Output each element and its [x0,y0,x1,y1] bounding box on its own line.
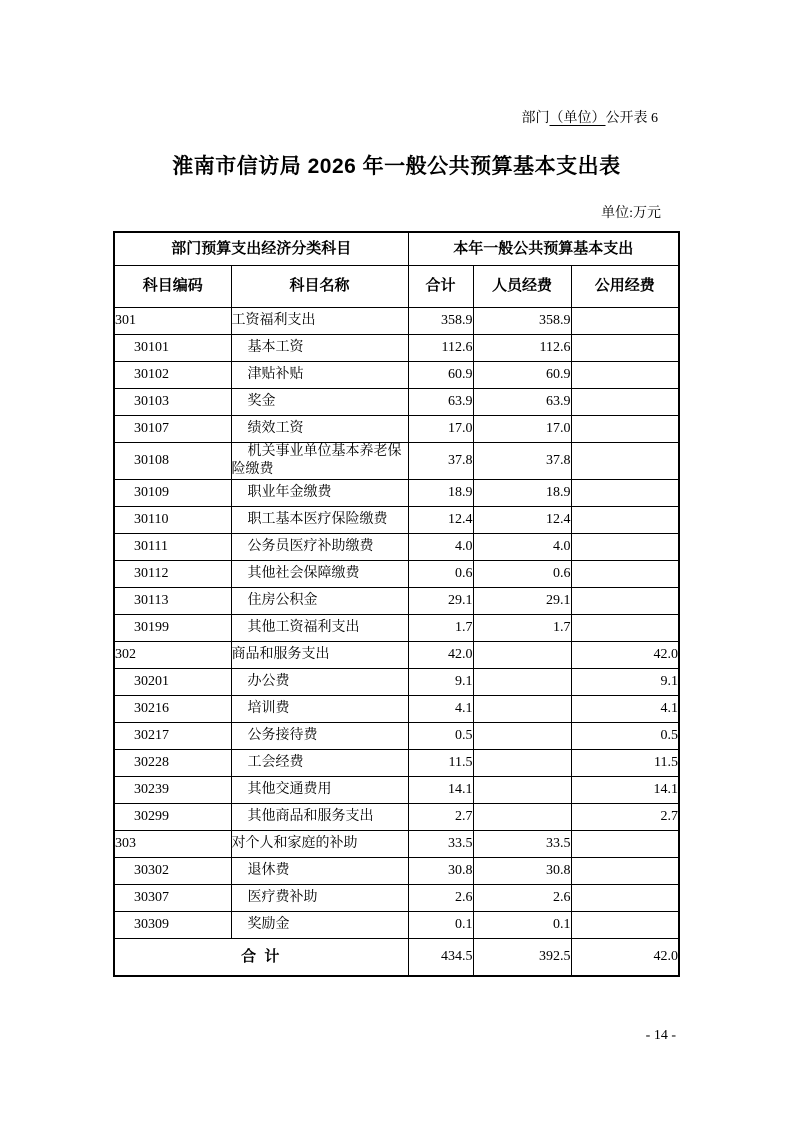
page-title: 淮南市信访局 2026 年一般公共预算基本支出表 [172,155,621,178]
total-cell: 17.0 [408,415,473,442]
public-cell [571,442,679,479]
total-row-public: 42.0 [571,938,679,976]
public-cell: 9.1 [571,668,679,695]
personnel-cell [473,641,571,668]
subject-code-cell: 303 [114,830,231,857]
total-row-label: 合 计 [114,938,408,976]
total-cell: 12.4 [408,506,473,533]
subject-code-cell: 30110 [114,506,231,533]
header-note-underlined: （单位） [549,111,606,126]
public-cell [571,830,679,857]
total-cell: 112.6 [408,334,473,361]
public-cell [571,614,679,641]
subject-code-cell: 30239 [114,776,231,803]
personnel-cell: 17.0 [473,415,571,442]
public-cell [571,479,679,506]
public-cell: 4.1 [571,695,679,722]
table-row [114,415,679,442]
personnel-cell: 37.8 [473,442,571,479]
total-row-total: 434.5 [408,938,473,976]
subject-name-cell: 津贴补贴 [231,361,408,388]
subject-code-cell: 30103 [114,388,231,415]
table-row [114,442,679,479]
public-cell [571,388,679,415]
subject-code-cell: 30199 [114,614,231,641]
group-header-current-year: 本年一般公共预算基本支出 [408,232,679,265]
total-cell: 30.8 [408,857,473,884]
table-total-row [114,938,679,976]
public-cell [571,533,679,560]
header-note-prefix: 部门 [521,111,550,126]
total-cell: 29.1 [408,587,473,614]
total-cell: 4.1 [408,695,473,722]
table-row [114,641,679,668]
subject-code-cell: 30302 [114,857,231,884]
personnel-cell: 0.6 [473,560,571,587]
personnel-cell [473,776,571,803]
subject-name-cell: 其他工资福利支出 [231,614,408,641]
total-cell: 37.8 [408,442,473,479]
public-cell: 14.1 [571,776,679,803]
subject-name-cell: 基本工资 [231,334,408,361]
table-row [114,749,679,776]
table-row [114,334,679,361]
table-row [114,479,679,506]
table-row [114,884,679,911]
total-cell: 33.5 [408,830,473,857]
subject-code-cell: 30307 [114,884,231,911]
header-note [113,107,658,127]
table-row [114,560,679,587]
public-cell [571,361,679,388]
subject-code-cell: 30228 [114,749,231,776]
table-row [114,307,679,334]
subject-name-cell: 职业年金缴费 [231,479,408,506]
table-row [114,533,679,560]
total-cell: 60.9 [408,361,473,388]
subject-code-cell: 30102 [114,361,231,388]
personnel-cell [473,722,571,749]
personnel-cell: 30.8 [473,857,571,884]
subject-name-cell: 培训费 [231,695,408,722]
subject-name-cell: 公务员医疗补助缴费 [231,533,408,560]
table-row [114,830,679,857]
subject-code-cell: 30111 [114,533,231,560]
table-row [114,587,679,614]
public-cell: 42.0 [571,641,679,668]
col-header-public: 公用经费 [571,265,679,307]
total-cell: 63.9 [408,388,473,415]
subject-name-cell: 办公费 [231,668,408,695]
group-header-classification: 部门预算支出经济分类科目 [114,232,408,265]
page-number: - 14 - [645,1028,676,1043]
subject-code-cell: 30113 [114,587,231,614]
personnel-cell: 60.9 [473,361,571,388]
budget-table [113,231,680,977]
personnel-cell [473,803,571,830]
col-header-total: 合计 [408,265,473,307]
personnel-cell: 1.7 [473,614,571,641]
personnel-cell [473,668,571,695]
public-cell: 0.5 [571,722,679,749]
subject-name-cell: 住房公积金 [231,587,408,614]
table-row [114,506,679,533]
subject-code-cell: 302 [114,641,231,668]
personnel-cell: 12.4 [473,506,571,533]
subject-name-cell: 奖金 [231,388,408,415]
subject-name-cell: 对个人和家庭的补助 [231,830,408,857]
subject-name-cell: 工资福利支出 [231,307,408,334]
subject-code-cell: 30299 [114,803,231,830]
subject-code-cell: 30101 [114,334,231,361]
public-cell [571,415,679,442]
total-cell: 358.9 [408,307,473,334]
personnel-cell: 112.6 [473,334,571,361]
subject-name-cell: 奖励金 [231,911,408,938]
header-note-suffix: 公开表 6 [605,111,658,126]
subject-name-cell: 公务接待费 [231,722,408,749]
public-cell: 11.5 [571,749,679,776]
col-header-subject-name: 科目名称 [231,265,408,307]
subject-name-cell: 职工基本医疗保险缴费 [231,506,408,533]
public-cell [571,911,679,938]
subject-name-cell: 工会经费 [231,749,408,776]
subject-code-cell: 30107 [114,415,231,442]
table-row [114,722,679,749]
public-cell [571,587,679,614]
subject-code-cell: 301 [114,307,231,334]
subject-name-cell: 其他社会保障缴费 [231,560,408,587]
public-cell [571,857,679,884]
public-cell [571,506,679,533]
personnel-cell: 4.0 [473,533,571,560]
total-row-personnel: 392.5 [473,938,571,976]
personnel-cell [473,749,571,776]
personnel-cell: 358.9 [473,307,571,334]
personnel-cell [473,695,571,722]
subject-code-cell: 30201 [114,668,231,695]
table-row [114,857,679,884]
subject-name-cell: 商品和服务支出 [231,641,408,668]
personnel-cell: 2.6 [473,884,571,911]
subject-name-cell: 机关事业单位基本养老保险缴费 [231,442,408,479]
public-cell [571,560,679,587]
table-row [114,695,679,722]
subject-name-cell: 医疗费补助 [231,884,408,911]
table-group-header-row [114,232,679,265]
subject-code-cell: 30112 [114,560,231,587]
total-cell: 0.1 [408,911,473,938]
total-cell: 14.1 [408,776,473,803]
table-row [114,614,679,641]
table-row [114,668,679,695]
total-cell: 0.5 [408,722,473,749]
subject-name-cell: 其他商品和服务支出 [231,803,408,830]
col-header-subject-code: 科目编码 [114,265,231,307]
table-row [114,776,679,803]
table-row [114,803,679,830]
public-cell [571,334,679,361]
subject-name-cell: 退休费 [231,857,408,884]
total-cell: 2.7 [408,803,473,830]
total-cell: 1.7 [408,614,473,641]
total-cell: 9.1 [408,668,473,695]
total-cell: 2.6 [408,884,473,911]
subject-code-cell: 30216 [114,695,231,722]
total-cell: 42.0 [408,641,473,668]
table-column-header-row [114,265,679,307]
subject-code-cell: 30217 [114,722,231,749]
personnel-cell: 18.9 [473,479,571,506]
table-body [114,307,679,938]
public-cell: 2.7 [571,803,679,830]
table-row [114,911,679,938]
personnel-cell: 63.9 [473,388,571,415]
total-cell: 18.9 [408,479,473,506]
subject-name-cell: 其他交通费用 [231,776,408,803]
personnel-cell: 33.5 [473,830,571,857]
subject-name-cell: 绩效工资 [231,415,408,442]
total-cell: 4.0 [408,533,473,560]
subject-code-cell: 30309 [114,911,231,938]
col-header-personnel: 人员经费 [473,265,571,307]
table-row [114,361,679,388]
total-cell: 0.6 [408,560,473,587]
table-row [114,388,679,415]
subject-code-cell: 30109 [114,479,231,506]
personnel-cell: 0.1 [473,911,571,938]
public-cell [571,307,679,334]
subject-code-cell: 30108 [114,442,231,479]
total-cell: 11.5 [408,749,473,776]
public-cell [571,884,679,911]
unit-label: 单位:万元 [601,206,661,221]
personnel-cell: 29.1 [473,587,571,614]
